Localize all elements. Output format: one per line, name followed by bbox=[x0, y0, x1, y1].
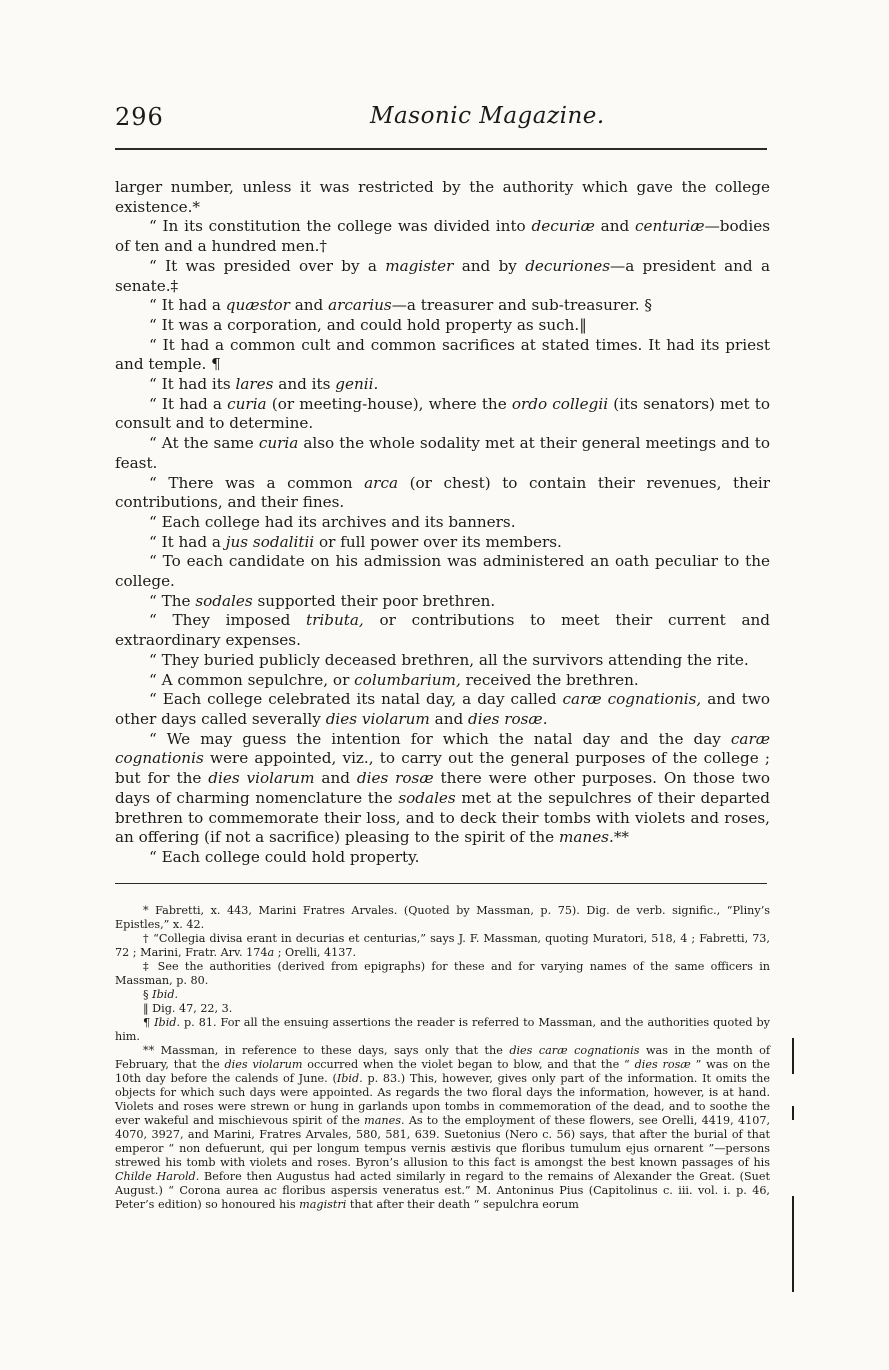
margin-mark bbox=[792, 1196, 794, 1292]
body-paragraph: “ At the same curia also the whole sodality met at their general meetings and to feast. bbox=[115, 434, 770, 472]
page-number: 296 bbox=[115, 103, 164, 131]
body-paragraph: “ A common sepulchre, or columbarium, received the brethren. bbox=[149, 670, 639, 689]
body-paragraph: “ There was a common arca (or chest) to contain their revenues, their contributions, and their fines. bbox=[115, 473, 770, 512]
body-paragraph: “ Each college celebrated its natal day, a day called caræ cognationis, and two other days called severally dies violarum and dies rosæ. bbox=[115, 690, 771, 728]
body-paragraph: “ The sodales supported their poor brethren. bbox=[149, 591, 496, 610]
body-paragraph: “ It was a corporation, and could hold property as such.‖ bbox=[149, 315, 587, 334]
margin-mark bbox=[792, 1038, 794, 1074]
footnote: ‡ See the authorities (derived from epigraphs) for these and for varying names of the same officers in Massman, p. 80. bbox=[115, 960, 770, 987]
body-paragraph: “ It had its lares and its genii. bbox=[149, 375, 379, 394]
margin-mark bbox=[792, 1106, 794, 1120]
body-paragraph: “ Each college had its archives and its banners. bbox=[149, 512, 516, 531]
body-paragraph: “ It had a curia (or meeting-house), where the ordo collegii (its senators) met to consult and to determine. bbox=[115, 394, 771, 433]
body-paragraph: “ In its constitution the college was divided into decuriæ and centuriæ—bodies of ten and a hundred men.† bbox=[115, 217, 770, 256]
article-body bbox=[115, 178, 770, 868]
footnote: § Ibid. bbox=[143, 988, 179, 1001]
body-paragraph: “ It had a quæstor and arcarius—a treasurer and sub-treasurer. § bbox=[149, 296, 652, 315]
body-paragraph: “ We may guess the intention for which the natal day and the day caræ cognationis were appointed, viz., to carry out the general purposes of the college ; but for the dies violarum and dies rosæ there were other purposes. On those two days of charming nomenclature the sodales met at the sepulchres of their departed brethren to commemorate their loss, and to deck their tombs with violets and roses, an offering (if not a sacrifice) pleasing to the spirit of the manes.** bbox=[115, 729, 771, 847]
header-rule bbox=[115, 148, 767, 150]
body-paragraph: “ It had a jus sodalitii or full power over its members. bbox=[149, 532, 562, 551]
footnotes bbox=[115, 904, 770, 1212]
body-paragraph: “ They buried publicly deceased brethren, all the survivors attending the rite. bbox=[149, 650, 749, 669]
footnote: * Fabretti, x. 443, Marini Fratres Arvales. (Quoted by Massman, p. 75). Dig. de verb. signific., “Pliny’s Epistles,” x. 42. bbox=[115, 904, 770, 931]
body-paragraph: “ To each candidate on his admission was administered an oath peculiar to the college. bbox=[115, 552, 770, 591]
body-paragraph: larger number, unless it was restricted by the authority which gave the college existence.* bbox=[115, 178, 770, 216]
body-paragraph: “ They imposed tributa, or contributions to meet their current and extraordinary expenses. bbox=[115, 611, 770, 650]
footnote: ‖ Dig. 47, 22, 3. bbox=[143, 1002, 233, 1015]
footnote: ¶ Ibid. p. 81. For all the ensuing assertions the reader is referred to Massman, and the authorities quoted by him. bbox=[115, 1016, 770, 1043]
footnote: ** Massman, in reference to these days, says only that the dies caræ cognationis was in the month of February, that the dies violarum occurred when the violet began to blow, and that the “ dies rosæ ” was on the 10th day before the calends of June. (Ibid. p. 83.) This, however, gives only part of the information. It omits the objects for which such days were appointed. As regards the two floral days the information, however, is at hand. Violets and roses were strewn or hung in garlands upon tombs in commemoration of the dead, and to soothe the ever wakeful and mischievous spirit of the manes. As to the employment of these flowers, see Orelli, 4419, 4107, 4070, 3927, and Marini, Fratres Arvales, 580, 581, 639. Suetonius (Nero c. 56) says, that after the burial of that emperor “ non defuerunt, qui per longum tempus vernis æstivis que floribus tumulum ejus ornarent ”—persons strewed his tomb with violets and roses. Byron’s allusion to this fact is amongst the best known passages of his Childe Harold. Before then Augustus had acted similarly in regard to the remains of Alexander the Great. (Suet August.) “ Corona aurea ac floribus aspersis veneratus est.” M. Antoninus Pius (Capitolinus c. iii. vol. i. p. 46, Peter’s edition) so honoured his magistri that after their death “ sepulchra eorum bbox=[115, 1044, 771, 1211]
footnote-rule bbox=[115, 883, 767, 884]
body-paragraph: “ It was presided over by a magister and by decuriones—a president and a senate.‡ bbox=[115, 256, 770, 295]
running-title: Masonic Magazine. bbox=[370, 103, 605, 129]
body-paragraph: “ It had a common cult and common sacrifices at stated times. It had its priest and temple. ¶ bbox=[115, 335, 770, 374]
body-paragraph: “ Each college could hold property. bbox=[149, 847, 420, 866]
footnote: † “Collegia divisa erant in decurias et centurias,” says J. F. Massman, quoting Muratori, 518, 4 ; Fabretti, 73, 72 ; Marini, Fratr. Arv. 174a ; Orelli, 4137. bbox=[115, 932, 770, 959]
